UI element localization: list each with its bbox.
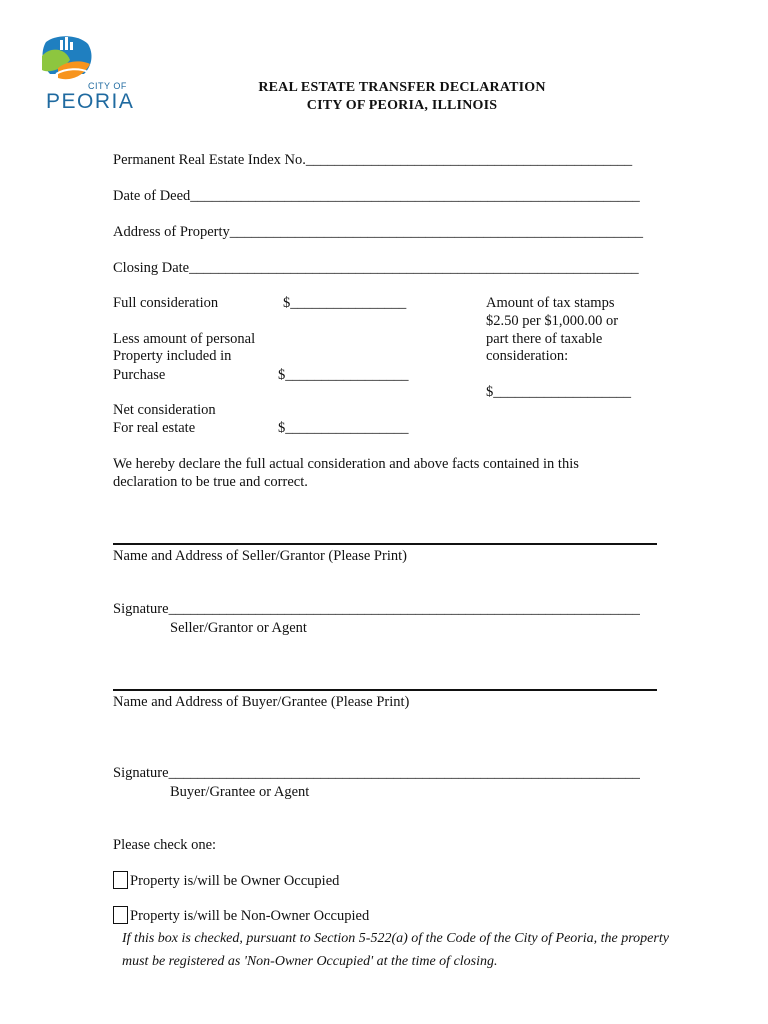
net-consideration-label-1: Net consideration (113, 402, 216, 418)
closing-date-field[interactable]: Closing Date______________________________________________________________ (113, 260, 639, 276)
logo-city-of-text: CITY OF (88, 81, 127, 91)
seller-name-label: Name and Address of Seller/Grantor (Please Print) (113, 548, 407, 564)
check-one-prompt: Please check one: (113, 837, 217, 853)
tax-stamps-label-4: consideration: (486, 348, 569, 364)
declaration-text-2: declaration to be true and correct. (113, 474, 308, 490)
document-title: REAL ESTATE TRANSFER DECLARATION (258, 80, 546, 95)
non-owner-note-line-1: If this box is checked, pursuant to Section 5-522(a) of the Code of the City of Peoria, the property (122, 931, 669, 946)
declaration-text-1: We hereby declare the full actual consideration and above facts contained in this (113, 456, 579, 472)
less-personal-label-3: Purchase (113, 367, 166, 383)
net-consideration-field[interactable]: $_________________ (278, 420, 409, 436)
non-owner-occupied-label: Property is/will be Non-Owner Occupied (130, 908, 370, 924)
index-no-field[interactable]: Permanent Real Estate Index No._____________________________________________ (113, 152, 633, 168)
buyer-signature-field[interactable]: Signature_________________________________________________________________ (113, 765, 640, 781)
tax-stamps-label-2: $2.50 per $1,000.00 or (486, 313, 619, 329)
non-owner-note-line-2: must be registered as 'Non-Owner Occupied' at the time of closing. (122, 954, 498, 969)
seller-name-line[interactable] (113, 543, 657, 545)
buyer-name-line[interactable] (113, 689, 657, 691)
full-consideration-label: Full consideration (113, 295, 219, 311)
tax-stamps-label-1: Amount of tax stamps (486, 295, 615, 311)
owner-occupied-checkbox[interactable] (113, 871, 128, 889)
address-of-property-field[interactable]: Address of Property_________________________________________________________ (113, 224, 644, 240)
date-of-deed-field[interactable]: Date of Deed______________________________________________________________ (113, 188, 640, 204)
seller-signature-sublabel: Seller/Grantor or Agent (170, 620, 307, 636)
seller-signature-field[interactable]: Signature_________________________________________________________________ (113, 601, 640, 617)
less-personal-label-1: Less amount of personal (113, 331, 256, 347)
tax-stamps-label-3: part there of taxable (486, 331, 603, 347)
non-owner-occupied-checkbox[interactable] (113, 906, 128, 924)
tax-stamps-field[interactable]: $___________________ (486, 384, 631, 400)
net-consideration-label-2: For real estate (113, 420, 196, 436)
logo-peoria-text: PEORIA (46, 90, 135, 113)
less-personal-field[interactable]: $_________________ (278, 367, 409, 383)
buyer-name-label: Name and Address of Buyer/Grantee (Please Print) (113, 694, 410, 710)
buyer-signature-sublabel: Buyer/Grantee or Agent (170, 784, 310, 800)
document-subtitle: CITY OF PEORIA, ILLINOIS (306, 98, 498, 113)
owner-occupied-label: Property is/will be Owner Occupied (130, 873, 340, 889)
less-personal-label-2: Property included in (113, 348, 232, 364)
full-consideration-field[interactable]: $________________ (283, 295, 407, 311)
